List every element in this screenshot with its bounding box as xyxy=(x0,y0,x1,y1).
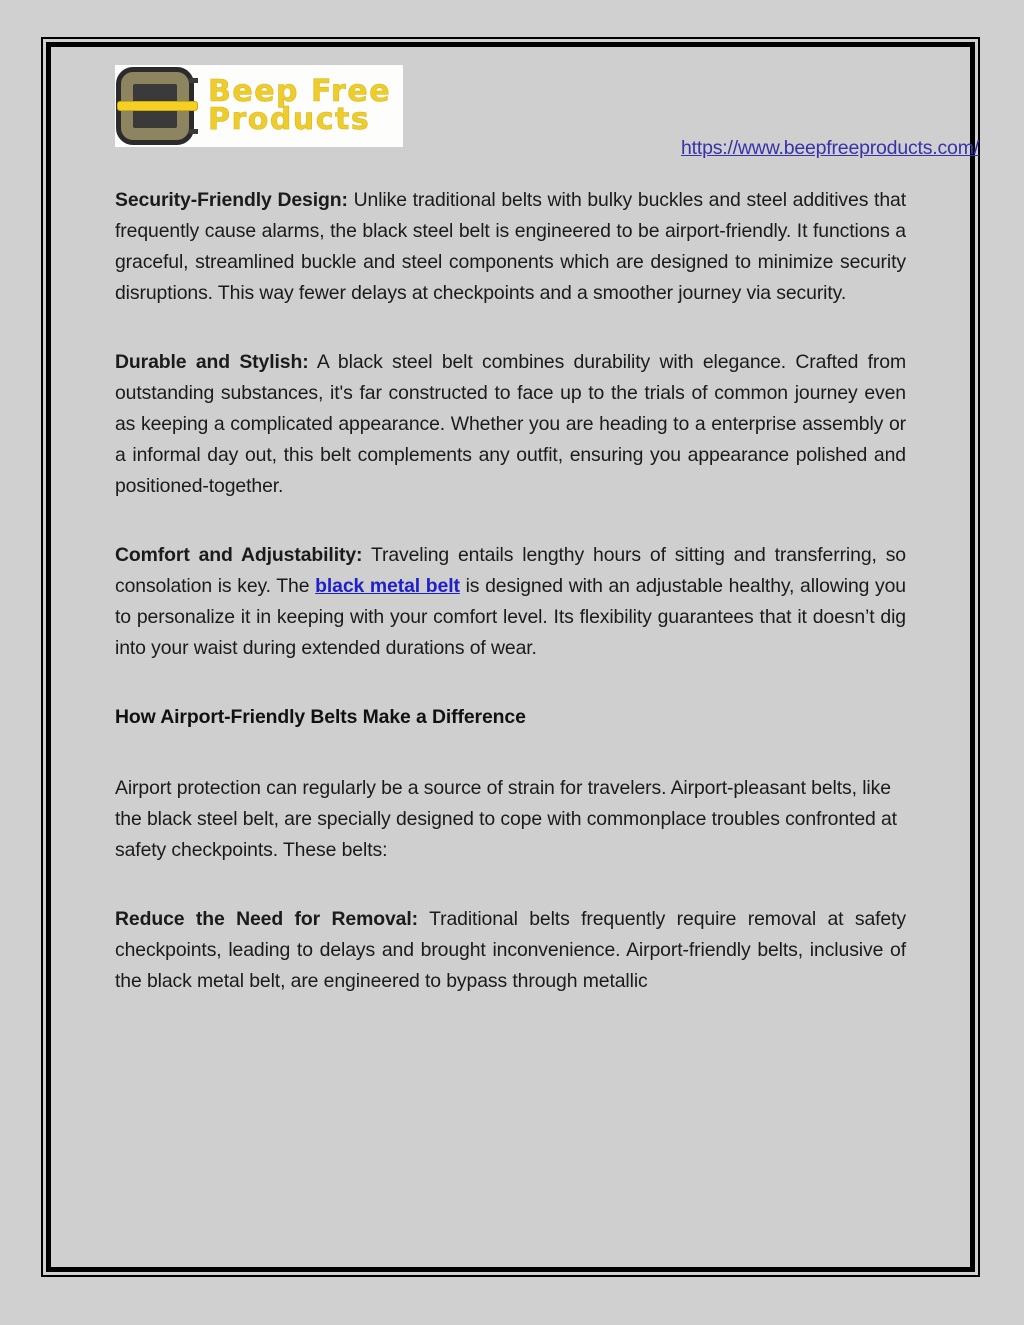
paragraph-lead-in: Durable and Stylish: xyxy=(115,351,309,373)
paragraph-lead-in: Comfort and Adjustability: xyxy=(115,544,363,566)
paragraph-reduce-the-need-for-removal xyxy=(115,904,906,997)
document-header xyxy=(115,59,979,171)
brand-wordmark-line-1: Beep Free xyxy=(208,73,392,109)
document-page xyxy=(41,37,980,1277)
page-content xyxy=(51,47,979,1267)
paragraph-comfort-and-adjustability xyxy=(115,540,906,664)
section-heading: How Airport-Friendly Belts Make a Difference xyxy=(115,706,526,728)
document-body xyxy=(115,171,906,997)
paragraph-text-before-link: Traveling entails lengthy hours of sitting and transferring, so consolation is key. The xyxy=(115,544,906,597)
buckle-prong-bar xyxy=(117,101,198,111)
paragraph-text-after-link: is designed with an adjustable healthy, allowing you to personalize it in keeping with your comfort level. Its flexibility guarantees that it doesn’t dig into your waist during extended durations of wear. xyxy=(115,575,906,659)
belt-buckle-logo-icon xyxy=(116,67,194,145)
paragraph-security-friendly-design xyxy=(115,185,906,309)
brand-wordmark xyxy=(194,65,403,147)
site-url-link[interactable]: https://www.beepfreeproducts.com/ xyxy=(681,137,979,159)
paragraph-text: Traditional belts frequently require removal at safety checkpoints, leading to delays and brought inconvenience. Airport-friendly belts, inclusive of the black metal belt, are engineered to bypass through metallic xyxy=(115,908,906,992)
paragraph-lead-in: Reduce the Need for Removal: xyxy=(115,908,418,930)
paragraph-lead-in: Security-Friendly Design: xyxy=(115,189,348,211)
brand-wordmark-line-2: Products xyxy=(208,102,371,137)
buckle-notch-bottom xyxy=(189,129,198,134)
paragraph-durable-and-stylish xyxy=(115,347,906,502)
paragraph-airport-protection-intro: Airport protection can regularly be a source of strain for travelers. Airport-pleasant belts, like the black steel belt, are specially designed to cope with commonplace troubles confronted at safety checkpoints. These belts: xyxy=(115,777,897,861)
paragraph-text: Unlike traditional belts with bulky buckles and steel additives that frequently cause alarms, the black steel belt is engineered to be airport-friendly. It functions a graceful, streamlined buckle and steel components which are designed to minimize security disruptions. This way fewer delays at checkpoints and a smoother journey via security. xyxy=(115,189,906,304)
brand-logo xyxy=(115,65,403,147)
buckle-notch-top xyxy=(189,78,198,83)
black-metal-belt-link[interactable]: black metal belt xyxy=(315,575,460,597)
page-inner-border xyxy=(46,42,979,1272)
paragraph-text: A black steel belt combines durability with elegance. Crafted from outstanding substances, it's far constructed to face up to the trials of common journey even as keeping a complicated appearance. Whether you are heading to a enterprise assembly or a informal day out, this belt complements any outfit, ensuring you appearance polished and positioned-together. xyxy=(115,351,906,497)
